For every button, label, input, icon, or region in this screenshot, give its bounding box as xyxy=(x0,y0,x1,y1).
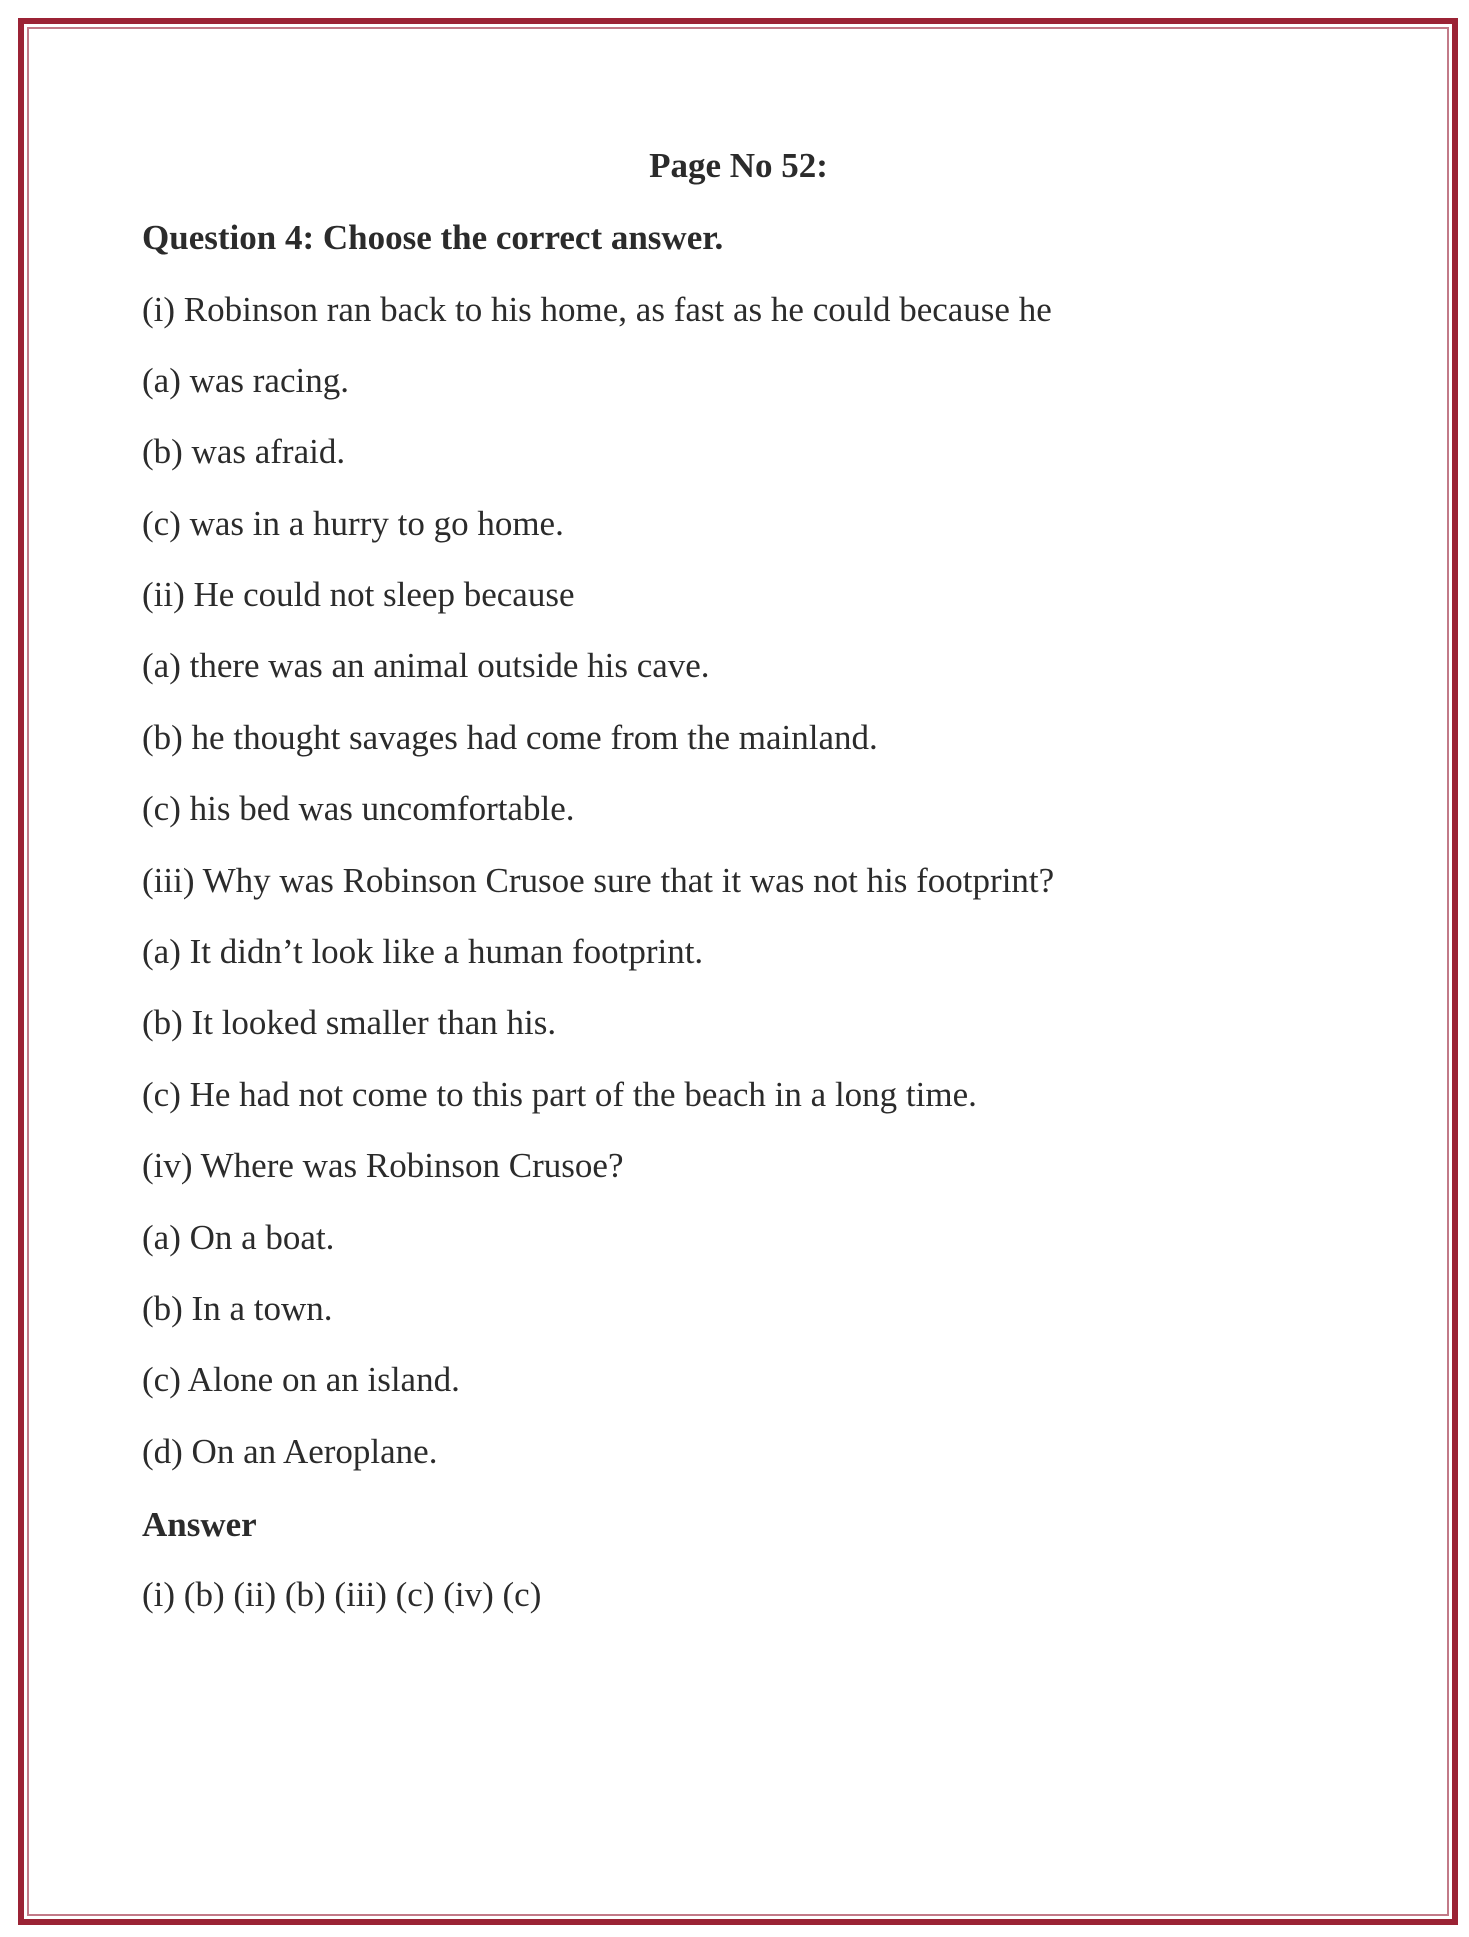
option-iii-c: (c) He had not come to this part of the beach in a long time. xyxy=(142,1075,977,1114)
option-ii-b: (b) he thought savages had come from the mainland. xyxy=(142,718,878,757)
option-iv-a: (a) On a boat. xyxy=(142,1218,335,1257)
page-number-heading: Page No 52: xyxy=(649,146,828,185)
option-iii-a: (a) It didn’t look like a human footprint. xyxy=(142,932,704,971)
answer-heading: Answer xyxy=(142,1505,257,1544)
question-prompt-ii: (ii) He could not sleep because xyxy=(142,575,575,614)
option-i-a: (a) was racing. xyxy=(142,361,349,400)
option-iv-c: (c) Alone on an island. xyxy=(142,1360,460,1399)
question-prompt-iii: (iii) Why was Robinson Crusoe sure that it was not his footprint? xyxy=(142,861,1055,900)
question-prompt-iv: (iv) Where was Robinson Crusoe? xyxy=(142,1146,624,1185)
question-prompt-i: (i) Robinson ran back to his home, as fast as he could because he xyxy=(142,290,1052,329)
option-ii-a: (a) there was an animal outside his cave. xyxy=(142,646,710,685)
option-ii-c: (c) his bed was uncomfortable. xyxy=(142,789,575,828)
option-i-b: (b) was afraid. xyxy=(142,432,346,471)
option-iv-b: (b) In a town. xyxy=(142,1289,333,1328)
question-heading: Question 4: Choose the correct answer. xyxy=(142,218,724,257)
answer-text: (i) (b) (ii) (b) (iii) (c) (iv) (c) xyxy=(142,1575,542,1614)
option-iv-d: (d) On an Aeroplane. xyxy=(142,1432,438,1471)
option-iii-b: (b) It looked smaller than his. xyxy=(142,1003,557,1042)
option-i-c: (c) was in a hurry to go home. xyxy=(142,504,564,543)
